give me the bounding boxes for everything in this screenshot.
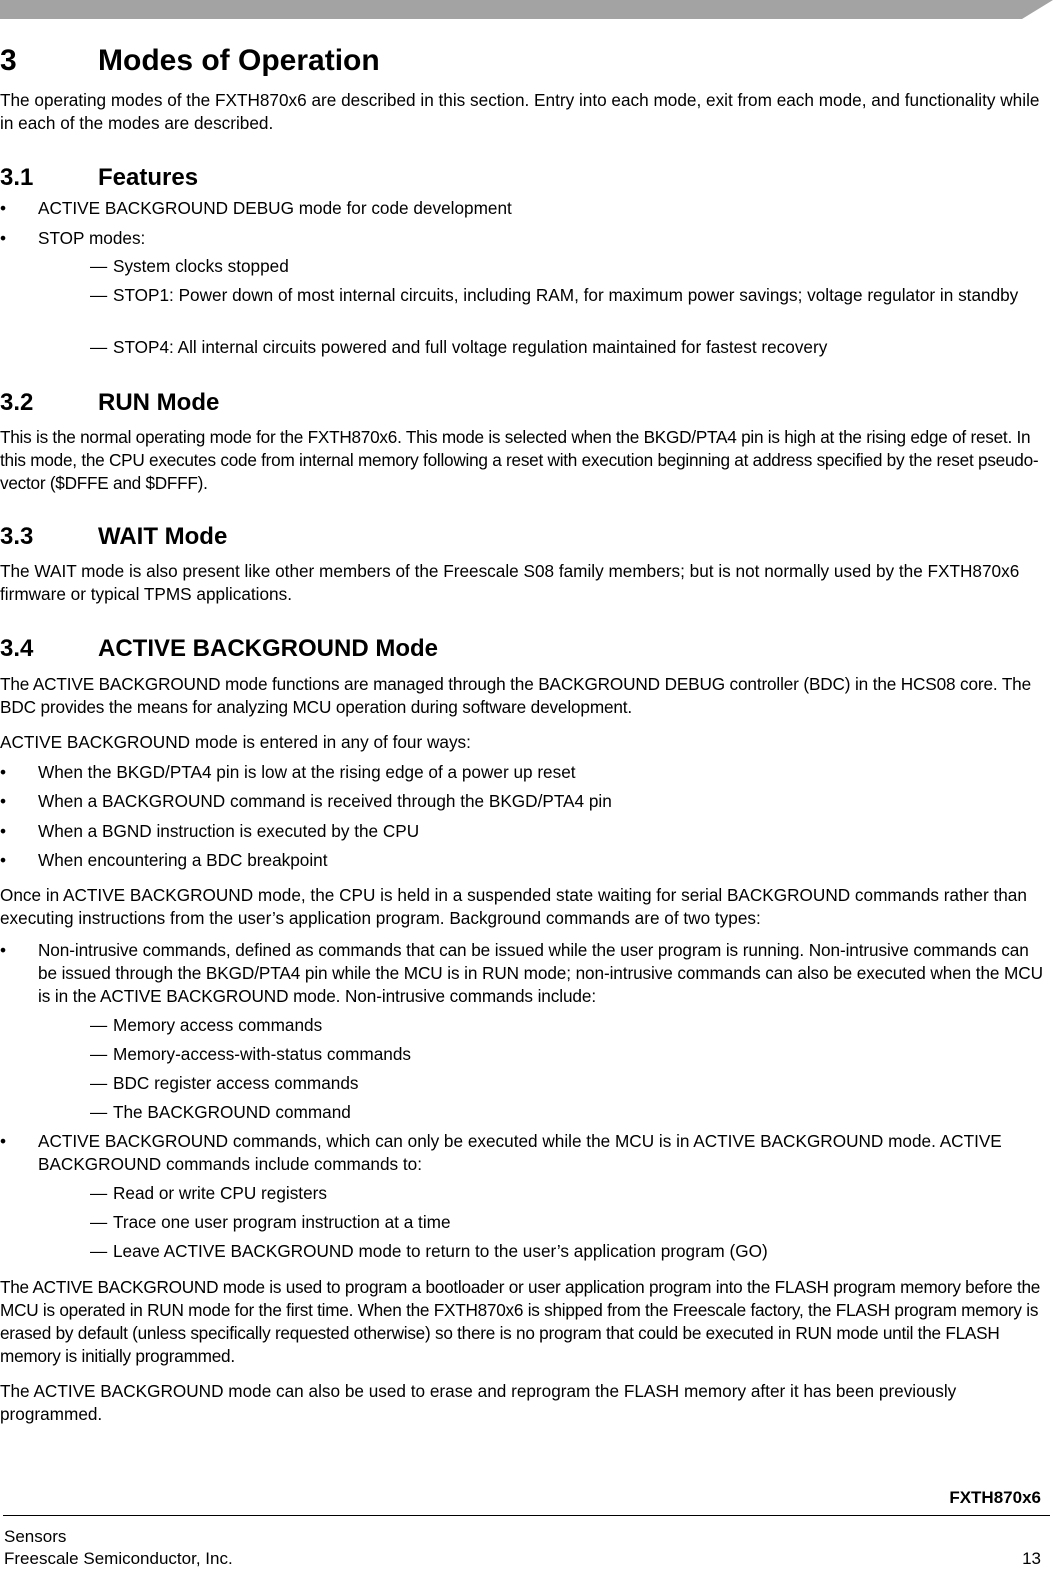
section-intro: The operating modes of the FXTH870x6 are described in this section. Entry into each mode, exit from each mode, and functionality while in each of the modes are described. bbox=[0, 90, 1040, 133]
paragraph: Once in ACTIVE BACKGROUND mode, the CPU is held in a suspended state waiting for serial BACKGROUND commands rather than executing instructions from the user’s application program. Background commands are of two types: bbox=[0, 885, 1027, 928]
bullet-marker: • bbox=[0, 940, 7, 960]
sub-list-item bbox=[76, 1101, 1046, 1124]
page-number: 13 bbox=[1022, 1549, 1041, 1568]
sub-list-item-text: STOP1: Power down of most internal circuits, including RAM, for maximum power savings; voltage regulator in standby bbox=[113, 285, 1019, 305]
list-item bbox=[0, 1130, 1046, 1176]
bullet-marker: • bbox=[0, 821, 7, 841]
section-title: Modes of Operation bbox=[98, 44, 380, 77]
subsection-title: RUN Mode bbox=[98, 389, 220, 416]
list-item bbox=[0, 197, 1046, 220]
dash-marker: — bbox=[90, 1183, 108, 1203]
subsection-number: 3.4 bbox=[0, 635, 34, 662]
list-item-text: ACTIVE BACKGROUND commands, which can only be executed while the MCU is in ACTIVE BACKGROUND mode. ACTIVE BACKGROUND commands include commands to: bbox=[38, 1131, 1002, 1174]
list-item bbox=[0, 849, 1046, 872]
dash-marker: — bbox=[90, 1212, 108, 1232]
sub-list-item bbox=[76, 1043, 1046, 1066]
dash-marker: — bbox=[90, 285, 108, 305]
sub-list-item-text: Memory access commands bbox=[113, 1015, 323, 1035]
list-item bbox=[0, 761, 1046, 784]
sub-list-item-text: Memory-access-with-status commands bbox=[113, 1044, 411, 1064]
sub-list-item-text: Leave ACTIVE BACKGROUND mode to return to the user’s application program (GO) bbox=[113, 1241, 768, 1261]
header-bar bbox=[0, 0, 1053, 19]
sub-list-item bbox=[76, 1014, 1046, 1037]
list-item bbox=[0, 227, 1046, 250]
sub-list-item-text: Trace one user program instruction at a time bbox=[113, 1212, 451, 1232]
bullet-marker: • bbox=[0, 791, 7, 811]
sub-list-item-text: BDC register access commands bbox=[113, 1073, 359, 1093]
bullet-marker: • bbox=[0, 198, 7, 218]
list-item-text: When the BKGD/PTA4 pin is low at the rising edge of a power up reset bbox=[38, 762, 576, 782]
bullet-marker: • bbox=[0, 762, 7, 782]
list-item-text: ACTIVE BACKGROUND DEBUG mode for code development bbox=[38, 198, 512, 218]
paragraph: The ACTIVE BACKGROUND mode functions are managed through the BACKGROUND DEBUG controller (BDC) in the HCS08 core. The BDC provides the means for analyzing MCU operation during software development. bbox=[0, 674, 1031, 717]
subsection-title: Features bbox=[98, 164, 199, 191]
bullet-marker: • bbox=[0, 850, 7, 870]
sub-list-item-text: System clocks stopped bbox=[113, 256, 289, 276]
paragraph: The WAIT mode is also present like other members of the Freescale S08 family members; but is not normally used by the FXTH870x6 firmware or typical TPMS applications. bbox=[0, 561, 1020, 604]
dash-marker: — bbox=[90, 1073, 108, 1093]
subsection-number: 3.3 bbox=[0, 523, 34, 550]
footer-company: Freescale Semiconductor, Inc. bbox=[4, 1549, 233, 1568]
sub-list-item-text: Read or write CPU registers bbox=[113, 1183, 327, 1203]
list-item-text: When a BGND instruction is executed by the CPU bbox=[38, 821, 420, 841]
sub-list-item bbox=[76, 336, 1046, 359]
list-item bbox=[0, 939, 1046, 1008]
list-item-text: Non-intrusive commands, defined as commands that can be issued while the user program is running. Non-intrusive commands can be issued through the BKGD/PTA4 pin while the MCU is in RUN mode; non-intrusive commands can also be executed when the MCU is in the ACTIVE BACKGROUND mode. Non-intrusive commands include: bbox=[38, 940, 1043, 1006]
subsection-number: 3.1 bbox=[0, 164, 34, 191]
paragraph: ACTIVE BACKGROUND mode is entered in any of four ways: bbox=[0, 732, 471, 752]
subsection-title: WAIT Mode bbox=[98, 523, 228, 550]
dash-marker: — bbox=[90, 256, 108, 276]
dash-marker: — bbox=[90, 1241, 108, 1261]
subsection-number: 3.2 bbox=[0, 389, 34, 416]
paragraph: The ACTIVE BACKGROUND mode can also be used to erase and reprogram the FLASH memory after it has been previously programmed. bbox=[0, 1381, 957, 1424]
sub-list-item-text: STOP4: All internal circuits powered and full voltage regulation maintained for fastest recovery bbox=[113, 337, 828, 357]
sub-list-item bbox=[76, 1240, 1046, 1263]
subsection-title: ACTIVE BACKGROUND Mode bbox=[98, 635, 438, 662]
list-item bbox=[0, 820, 1046, 843]
sub-list-item-text: The BACKGROUND command bbox=[113, 1102, 351, 1122]
dash-marker: — bbox=[90, 1015, 108, 1035]
list-item-text: STOP modes: bbox=[38, 228, 146, 248]
bullet-marker: • bbox=[0, 1131, 7, 1151]
paragraph: The ACTIVE BACKGROUND mode is used to program a bootloader or user application program into the FLASH program memory before the MCU is operated in RUN mode for the first time. When the FXTH870x6 is shipped from the Freescale factory, the FLASH program memory is erased by default (unless specifically requested otherwise) so there is no program that could be executed in RUN mode until the FLASH memory is initially programmed. bbox=[0, 1277, 1041, 1366]
sub-list-item bbox=[76, 1182, 1046, 1205]
dash-marker: — bbox=[90, 1102, 108, 1122]
dash-marker: — bbox=[90, 337, 108, 357]
footer-category: Sensors bbox=[4, 1527, 67, 1546]
sub-list-item bbox=[76, 1211, 1046, 1234]
dash-marker: — bbox=[90, 1044, 108, 1064]
list-item-text: When encountering a BDC breakpoint bbox=[38, 850, 328, 870]
footer-document-title: FXTH870x6 bbox=[949, 1488, 1041, 1507]
list-item bbox=[0, 790, 1046, 813]
sub-list-item bbox=[76, 255, 1046, 278]
section-number: 3 bbox=[0, 44, 17, 77]
bullet-marker: • bbox=[0, 228, 7, 248]
sub-list-item bbox=[76, 1072, 1046, 1095]
sub-list-item bbox=[76, 284, 1046, 307]
list-item-text: When a BACKGROUND command is received through the BKGD/PTA4 pin bbox=[38, 791, 612, 811]
paragraph: This is the normal operating mode for the FXTH870x6. This mode is selected when the BKGD/PTA4 pin is high at the rising edge of reset. In this mode, the CPU executes code from internal memory following a reset with execution beginning at address specified by the reset pseudo-vector ($DFFE and $DFFF). bbox=[0, 427, 1039, 493]
footer-divider bbox=[3, 1515, 1050, 1516]
